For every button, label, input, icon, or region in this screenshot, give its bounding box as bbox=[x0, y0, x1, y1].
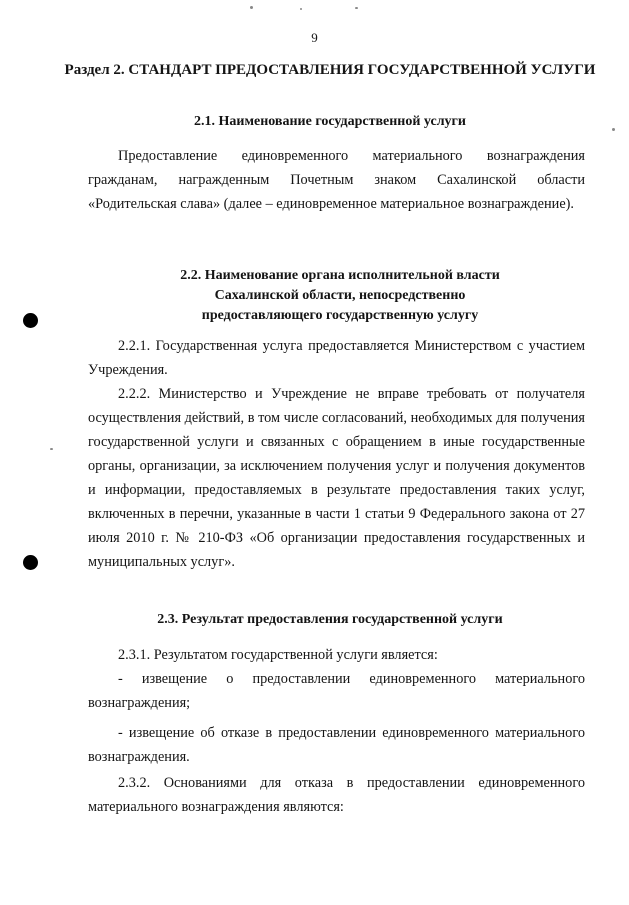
scan-speck bbox=[612, 128, 615, 131]
scan-speck bbox=[300, 8, 302, 10]
subsection-title-2-2: 2.2. Наименование органа исполнительной власти Сахалинской области, непосредственно предоставляющего государственную услугу bbox=[180, 268, 500, 323]
paragraph-2-2-1: 2.2.1. Государственная услуга предоставляется Министерством с участием Учреждения. bbox=[88, 338, 585, 378]
paragraph-2-3-1: 2.3.1. Результатом государственной услуги является: bbox=[118, 647, 438, 663]
page-number: 9 bbox=[311, 30, 318, 45]
scan-speck bbox=[50, 448, 53, 450]
list-item-notice-refusal: - извещение об отказе в предоставлении единовременного материального вознаграждения. bbox=[88, 725, 585, 765]
subsection-title-2-1: 2.1. Наименование государственной услуги bbox=[194, 114, 466, 129]
section-title: Раздел 2. СТАНДАРТ ПРЕДОСТАВЛЕНИЯ ГОСУДАРСТВЕННОЙ УСЛУГИ bbox=[64, 62, 596, 78]
paragraph-2-1: Предоставление единовременного материального вознаграждения гражданам, награжденным Почетным знаком Сахалинской области «Родительская слава» (далее – единовременное материальное вознаграждение). bbox=[88, 148, 585, 212]
punch-hole bbox=[23, 313, 38, 328]
list-item-notice-grant: - извещение о предоставлении единовременного материального вознаграждения; bbox=[88, 671, 585, 711]
punch-hole bbox=[23, 555, 38, 570]
subsection-title-2-3: 2.3. Результат предоставления государственной услуги bbox=[157, 612, 503, 627]
paragraph-2-3-2: 2.3.2. Основаниями для отказа в предоставлении единовременного материального вознаграждения являются: bbox=[88, 775, 585, 815]
scan-speck bbox=[355, 7, 358, 9]
scan-speck bbox=[250, 6, 253, 9]
paragraph-2-2-2: 2.2.2. Министерство и Учреждение не вправе требовать от получателя осуществления действий, в том числе согласований, необходимых для получения государственной услуги и связанных с обращением в иные государственные органы, организации, за исключением получения услуг и получения документов и информации, предоставляемых в результате предоставления таких услуг, включенных в перечни, указанные в части 1 статьи 9 Федерального закона от 27 июля 2010 г. № 210-ФЗ «Об организации предоставления государственных и муниципальных услуг». bbox=[88, 386, 585, 570]
